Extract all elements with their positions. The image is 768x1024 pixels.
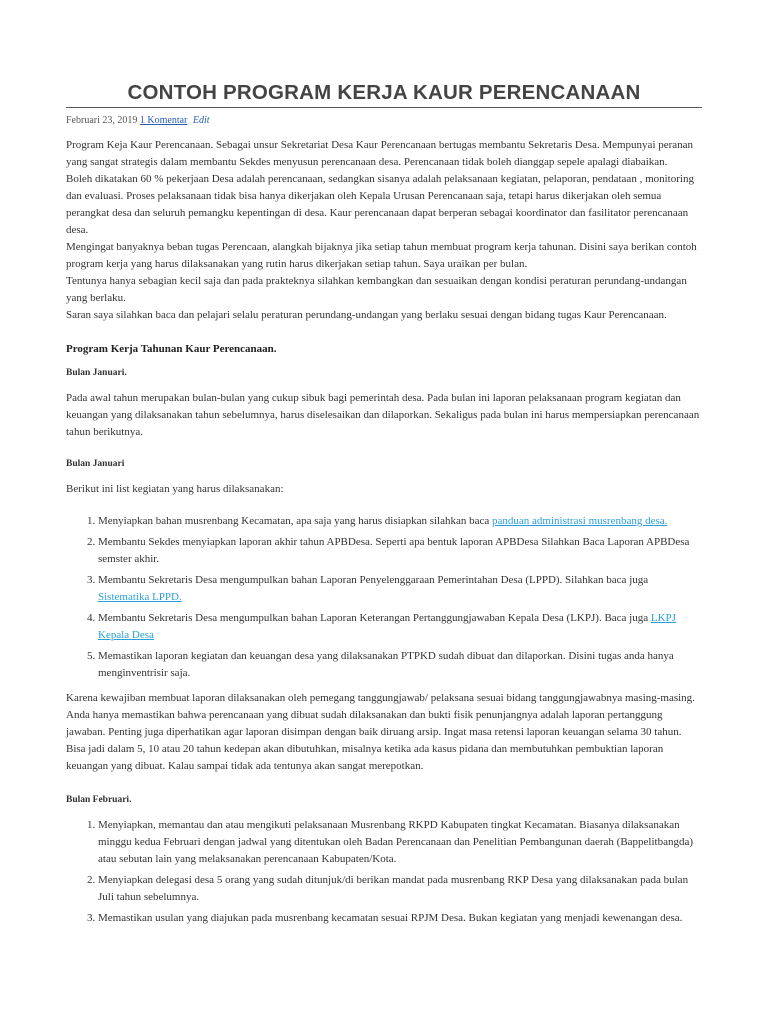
title-divider <box>66 107 702 108</box>
january-list-lead: Berikut ini list kegiatan yang harus dilaksanakan: <box>66 483 284 495</box>
list-item: 3. Membantu Sekretaris Desa mengumpulkan bahan Laporan Penyelenggaraan Pemerintahan Desa (LPPD). Silahkan baca juga Sistematika LPPD. <box>98 572 702 606</box>
january-paragraph: Pada awal tahun merupakan bulan-bulan yang cukup sibuk bagi pemerintah desa. Pada bulan ini laporan pelaksanaan program kegiatan dan keuangan yang dilaksanakan tahun sebelumnya, harus diselesaikan dan dilaporkan. Sekaligus pada bulan ini harus mempersiapkan perencanaan tahun berikutnya. <box>66 392 700 438</box>
intro-paragraph: Saran saya silahkan baca dan pelajari selalu peraturan perundang-undangan yang berlaku sesuai dengan bidang tugas Kaur Perencanaan. <box>66 309 667 321</box>
intro-paragraph: Boleh dikatakan 60 % pekerjaan Desa adalah perencanaan, sedangkan sisanya adalah pelaksanaan kegiatan, pelaporan, pendataan , monitoring dan evaluasi. Proses pelaksanaan tidak bisa hanya dikerjakan oleh Kepala Urusan Perencanaan saja, tetapi harus dikerjakan oleh semua perangkat desa dan seluruh pemangku kepentingan di desa. Kaur perencanaan dapat berperan sebagai koordinator dan fasilitator perencanaan desa. <box>66 173 694 236</box>
edit-link[interactable]: Edit <box>192 115 210 126</box>
list-item: 1. Menyiapkan, memantau dan atau mengikuti pelaksanaan Musrenbang RKPD Kabupaten tingkat Kecamatan. Biasanya dilaksanakan minggu kedua Februari dengan jadwal yang ditentukan oleh Badan Perencanaan dan Penelitian Pembangunan daerah (Bappelitbangda) atau sebutan lain yang melaksanakan perencanaan Kabupaten/Kota. <box>98 817 702 868</box>
musrenbang-guide-link[interactable]: panduan administrasi musrenbang desa. <box>492 515 668 527</box>
post-meta <box>66 114 702 128</box>
list-item: 3. Memastikan usulan yang diajukan pada musrenbang kecamatan sesuai RPJM Desa. Bukan kegiatan yang menjadi kewenangan desa. <box>98 910 702 927</box>
list-item: 1. Menyiapkan bahan musrenbang Kecamatan, apa saja yang harus disiapkan silahkan baca panduan administrasi musrenbang desa. <box>98 513 702 530</box>
month-heading-january-list: Bulan Januari <box>66 459 125 469</box>
list-item: 2. Membantu Sekdes menyiapkan laporan akhir tahun APBDesa. Seperti apa bentuk laporan APBDesa Silahkan Baca Laporan APBDesa semster akhir. <box>98 534 702 568</box>
list-item: 4. Membantu Sekretaris Desa mengumpulkan bahan Laporan Keterangan Pertanggungjawaban Kepala Desa (LKPJ). Baca juga LKPJ Kepala Desa <box>98 610 702 644</box>
lkpj-link[interactable]: LKPJ Kepala Desa <box>98 612 676 641</box>
intro-text <box>66 137 702 324</box>
article-title: CONTOH PROGRAM KERJA KAUR PERENCANAAN <box>127 81 641 104</box>
intro-paragraph: Mengingat banyaknya beban tugas Perencaan, alangkah bijaknya jika setiap tahun membuat program kerja tahunan. Disini saya berikan contoh program kerja yang harus dilaksanakan yang rutin harus dikerjakan setiap tahun. Saya uraikan per bulan. <box>66 241 697 270</box>
list-item: 5. Memastikan laporan kegiatan dan keuangan desa yang dilaksanakan PTPKD sudah dibuat dan dilaporkan. Disini tugas anda hanya menginventrisir saja. <box>98 648 702 682</box>
comments-link[interactable]: 1 Komentar <box>139 115 188 126</box>
lppd-link[interactable]: Sistematika LPPD. <box>98 591 182 603</box>
intro-paragraph: Tentunya hanya sebagian kecil saja dan pada prakteknya silahkan kembangkan dan sesuaikan dengan kondisi peraturan perundang-undangan yang berlaku. <box>66 275 687 304</box>
january-task-list <box>66 513 702 682</box>
intro-paragraph: Program Keja Kaur Perencanaan. Sebagai unsur Sekretariat Desa Kaur Perencanaan bertugas membantu Sekretaris Desa. Mempunyai peranan yang sangat strategis dalam membantu Sekdes menyusun perencanaan desa. Perencanaan tidak boleh dianggap sepele apalagi diabaikan. <box>66 139 694 168</box>
article <box>66 0 702 931</box>
post-date: Februari 23, 2019 <box>66 115 138 126</box>
month-heading-january: Bulan Januari. <box>66 368 127 378</box>
february-task-list <box>66 817 702 927</box>
list-item: 2. Menyiapkan delegasi desa 5 orang yang sudah ditunjuk/di berikan mandat pada musrenbang RKP Desa yang dilaksanakan pada bulan Juli tahun sebelumnya. <box>98 872 702 906</box>
january-closing-paragraph: Karena kewajiban membuat laporan dilaksanakan oleh pemegang tanggungjawab/ pelaksana sesuai bidang tanggungjawabnya masing-masing. Anda hanya memastikan bahwa perencanaan yang dibuat sudah dilaksanakan dan bukti fisik penunjangnya adalah laporan pertanggung jawaban. Penting juga diperhatikan agar laporan disimpan dengan baik diruang arsip. Ingat masa retensi laporan keuangan selama 30 tahun. Bisa jadi dalam 5, 10 atau 20 tahun kedepan akan dibutuhkan, misalnya ketika ada kasus pidana dan membutuhkan pembuktian laporan keuangan yang dibuat. Kalau sampai tidak ada tentunya akan sangat merepotkan. <box>66 692 695 772</box>
month-heading-february: Bulan Februari. <box>66 795 132 805</box>
section-heading: Program Kerja Tahunan Kaur Perencanaan. <box>66 343 277 355</box>
